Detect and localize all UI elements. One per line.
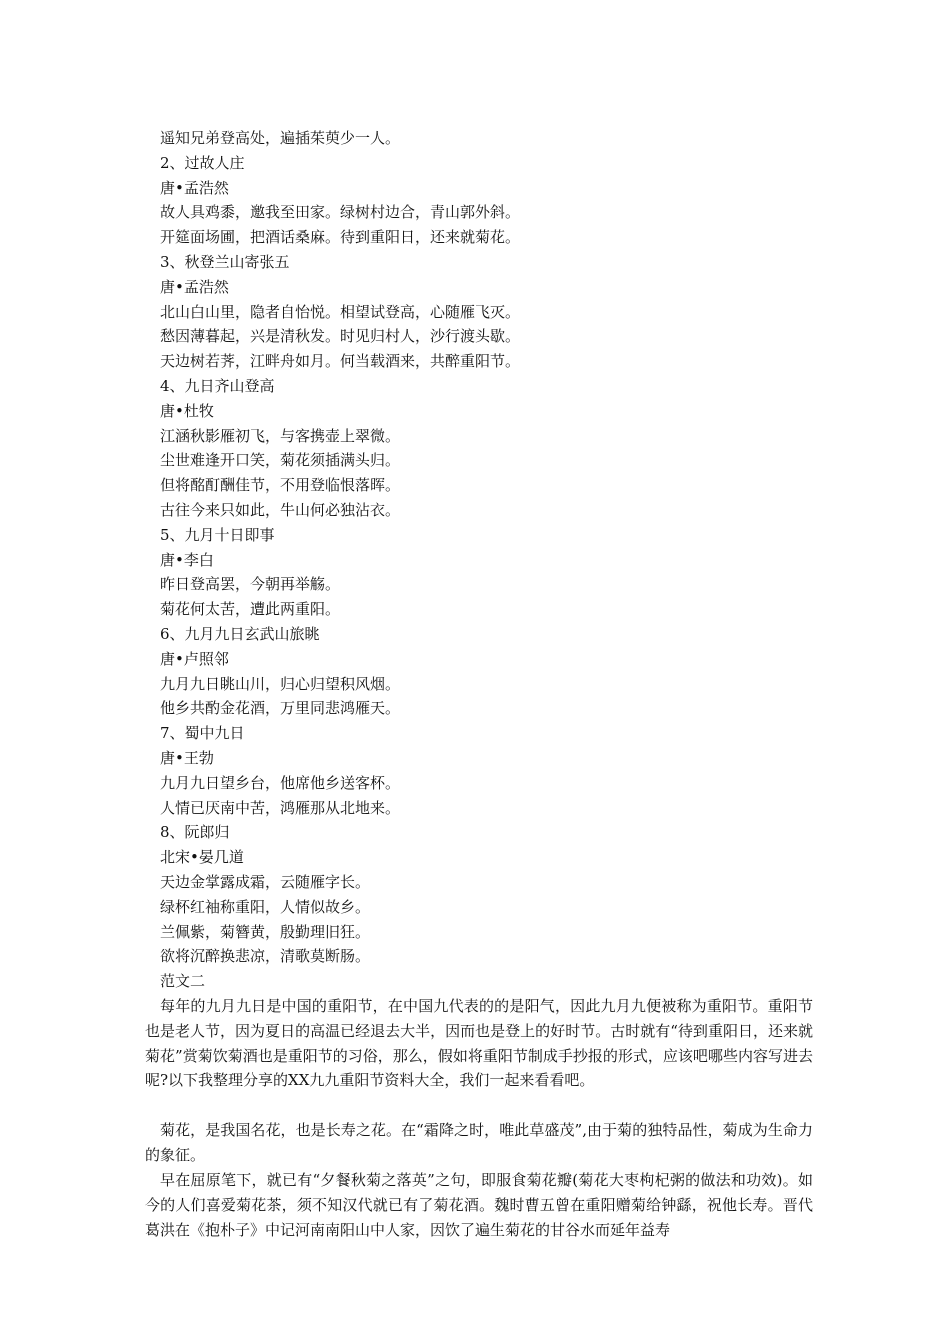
poem-line: 愁因薄暮起，兴是清秋发。时见归村人，沙行渡头歇。 — [160, 327, 521, 346]
poem-author: 唐•孟浩然 — [160, 277, 229, 296]
poem-line: 九月九日望乡台，他席他乡送客杯。 — [160, 773, 401, 792]
poem-title: 5、九月十日即事 — [160, 525, 275, 544]
poem-author: 唐•杜牧 — [160, 401, 214, 420]
poem-line: 开筵面场圃，把酒话桑麻。待到重阳日，还来就菊花。 — [160, 228, 521, 247]
poem-line: 尘世难逢开口笑，菊花须插满头归。 — [160, 451, 401, 470]
poem-author: 唐•李白 — [160, 550, 214, 569]
poem-line: 他乡共酌金花酒，万里同悲鸿雁天。 — [160, 699, 401, 718]
section-heading: 范文二 — [160, 972, 206, 991]
poem-line: 故人具鸡黍，邀我至田家。绿树村边合，青山郭外斜。 — [160, 203, 521, 222]
poem-line: 昨日登高罢，今朝再举觞。 — [160, 575, 341, 594]
poem-author: 唐•孟浩然 — [160, 178, 229, 197]
poem-title: 8、阮郎归 — [160, 823, 230, 842]
poem-title: 4、九日齐山登高 — [160, 376, 275, 395]
body-paragraph: 每年的九月九日是中国的重阳节，在中国九代表的的是阳气，因此九月九便被称为重阳节。重阳节也是老人节，因为夏日的高温已经退去大半，因而也是登上的好时节。古时就有“待到重阳日，还来就菊花”赏菊饮菊酒也是重阳节的习俗，那么，假如将重阳节制成手抄报的形式，应该吧哪些内容写进去呢?以下我整理分享的XX九九重阳节资料大全，我们一起来看看吧。 — [145, 997, 813, 1090]
poem-lines — [160, 126, 820, 994]
body-paragraph: 早在屈原笔下，就已有“夕餐秋菊之落英”之句，即服食菊花瓣(菊花大枣枸杞粥的做法和功效)。如今的人们喜爱菊花茶，须不知汉代就已有了菊花酒。魏时曹五曾在重阳赠菊给钟繇，祝他长寿。晋代葛洪在《抱朴子》中记河南南阳山中人家，因饮了遍生菊花的甘谷水而延年益寿 — [145, 1171, 813, 1239]
poem-author: 唐•王勃 — [160, 748, 214, 767]
poem-title: 3、秋登兰山寄张五 — [160, 252, 290, 271]
poem-line: 古往今来只如此，牛山何必独沾衣。 — [160, 500, 401, 519]
poem-line: 兰佩紫，菊簪黄，殷勤理旧狂。 — [160, 922, 371, 941]
poem-line: 遥知兄弟登高处，遍插茱萸少一人。 — [160, 129, 401, 147]
poem-author: 唐•卢照邻 — [160, 649, 229, 668]
poem-title: 7、蜀中九日 — [160, 724, 245, 743]
poem-line: 北山白山里，隐者自怡悦。相望试登高，心随雁飞灭。 — [160, 302, 521, 321]
poem-line: 人情已厌南中苦，鸿雁那从北地来。 — [160, 798, 401, 817]
poem-title: 6、九月九日玄武山旅眺 — [160, 624, 320, 643]
poem-line: 菊花何太苦，遭此两重阳。 — [160, 600, 341, 619]
poem-line: 欲将沉醉换悲凉，清歌莫断肠。 — [160, 947, 371, 966]
poem-title: 2、过故人庄 — [160, 153, 245, 172]
poem-author: 北宋•晏几道 — [160, 848, 244, 867]
body-paragraph: 菊花，是我国名花，也是长寿之花。在“霜降之时，唯此草盛茂”,由于菊的独特品性，菊成为生命力的象征。 — [145, 1121, 813, 1164]
poem-line: 天边金掌露成霜，云随雁字长。 — [160, 872, 371, 891]
poem-line: 天边树若荠，江畔舟如月。何当载酒来，共醉重阳节。 — [160, 352, 521, 371]
poem-line: 但将酩酊酬佳节，不用登临恨落晖。 — [160, 476, 401, 495]
poem-line: 江涵秋影雁初飞，与客携壶上翠微。 — [160, 426, 401, 445]
poem-line: 绿杯红袖称重阳，人情似故乡。 — [160, 897, 371, 916]
poem-line: 九月九日眺山川，归心归望积风烟。 — [160, 674, 401, 693]
